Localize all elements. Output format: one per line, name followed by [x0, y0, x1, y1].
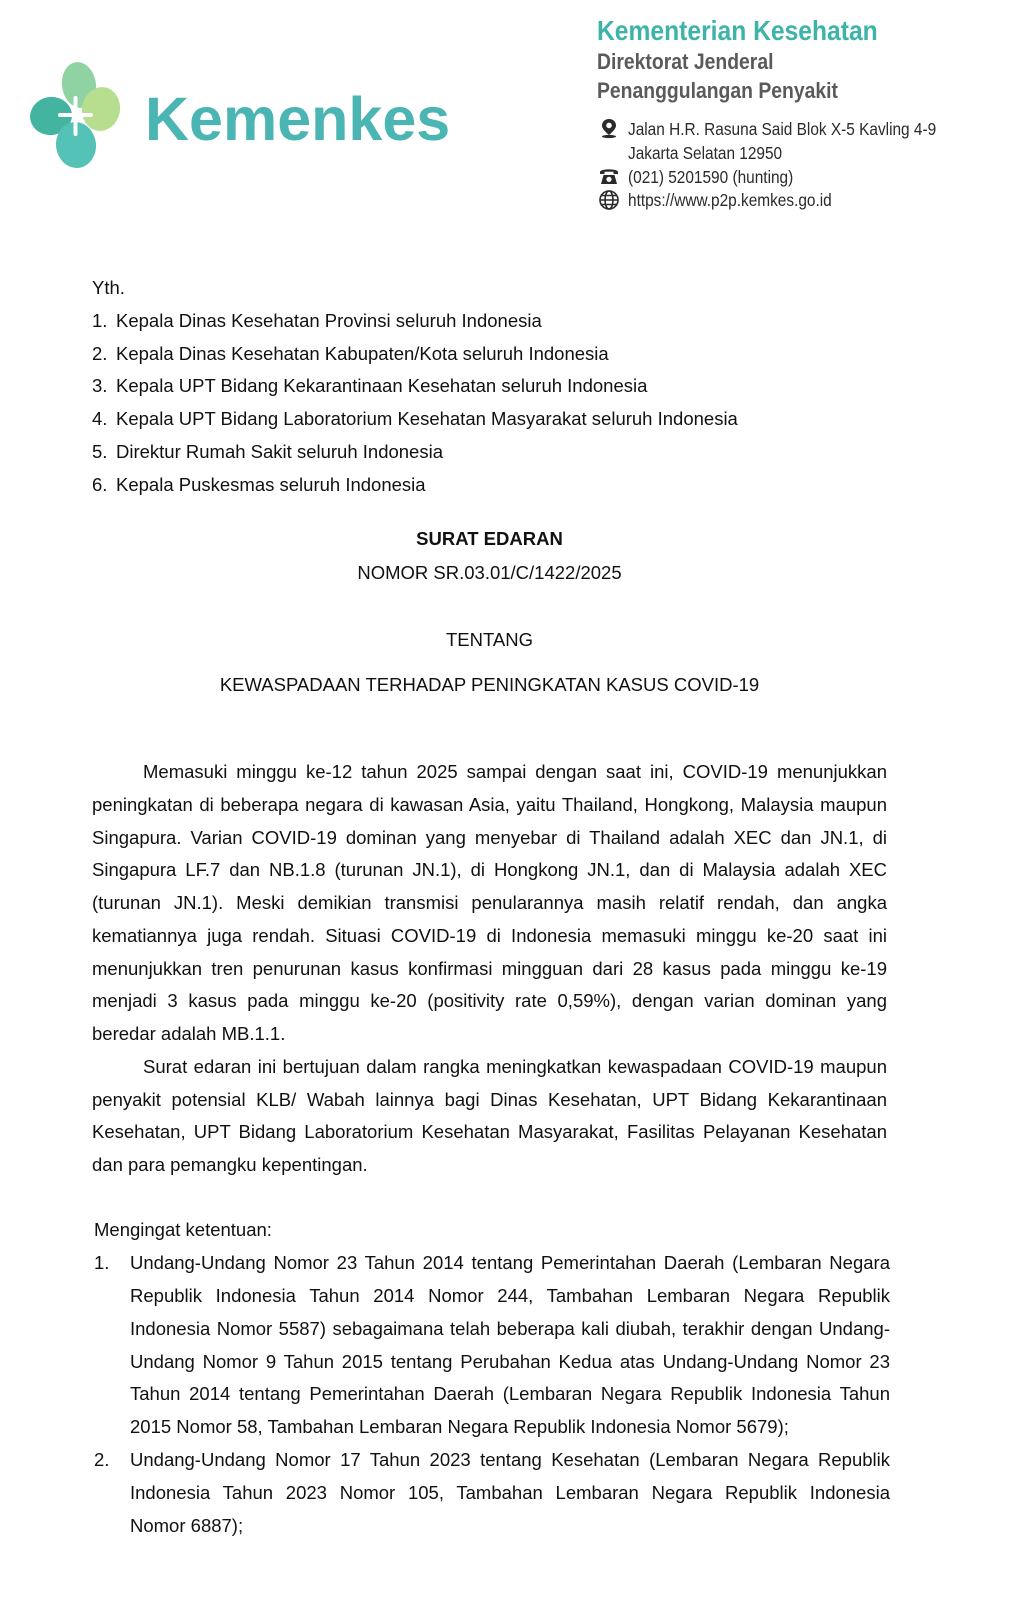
considering-item-line: 2015 Nomor 58, Tambahan Lembaran Negara Republik Indonesia Nomor 5679);	[130, 1416, 789, 1438]
recipient-number: 3.	[92, 375, 108, 397]
considering-item-line: Tahun 2014 tentang Pemerintahan Daerah (Lembaran Negara Republik Indonesia Tahun	[130, 1383, 890, 1405]
recipient-text: Kepala UPT Bidang Laboratorium Kesehatan Masyarakat seluruh Indonesia	[116, 408, 738, 430]
recipient-item	[92, 469, 892, 502]
considering-item-line: Republik Indonesia Tahun 2014 Nomor 244, Tambahan Lembaran Negara Republik	[130, 1284, 890, 1306]
salutation: Yth.	[92, 277, 125, 298]
paragraph-line: penyakit potensial KLB/ Wabah lainnya bagi Dinas Kesehatan, UPT Bidang Kekarantinaan	[92, 1088, 887, 1110]
kemenkes-logo-icon	[0, 0, 135, 180]
paragraph-line: (turunan JN.1). Meski demikian transmisi penularannya masih relatif rendah, dan angka	[92, 892, 887, 913]
considering-item-text	[130, 1247, 890, 1444]
letter-body	[92, 756, 887, 1182]
recipient-text: Kepala Puskesmas seluruh Indonesia	[116, 473, 426, 495]
address-line-2	[628, 141, 803, 165]
phone-number	[628, 165, 816, 189]
paragraph-line: dan para pemangku kepentingan.	[92, 1154, 368, 1175]
recipient-item	[92, 338, 892, 371]
considering-section	[92, 1214, 892, 1543]
recipient-number: 5.	[92, 440, 108, 462]
recipient-text: Kepala Dinas Kesehatan Kabupaten/Kota seluruh Indonesia	[116, 342, 609, 364]
recipient-number: 4.	[92, 408, 108, 430]
document-subject: KEWASPADAAN TERHADAP PENINGKATAN KASUS COVID-19	[219, 674, 760, 695]
recipient-number: 6.	[92, 473, 108, 495]
globe-icon	[598, 189, 620, 211]
logo-wordmark: Kemenkes	[145, 85, 451, 153]
considering-item	[92, 1444, 892, 1543]
recipient-item	[92, 403, 892, 436]
paragraph-line: Surat edaran ini bertujuan dalam rangka meningkatkan kewaspadaan COVID-19 maupun	[143, 1055, 887, 1077]
recipient-item	[92, 370, 892, 403]
recipient-item	[92, 305, 892, 338]
recipient-text: Kepala UPT Bidang Kekarantinaan Kesehatan seluruh Indonesia	[116, 375, 648, 397]
directorate-line-2	[597, 77, 871, 105]
map-pin-icon	[598, 117, 620, 139]
address-line-1	[628, 117, 978, 141]
phone-icon	[598, 165, 620, 187]
directorate-line-1	[597, 48, 798, 76]
directorate-line-1-text: Direktorat Jenderal	[597, 49, 774, 74]
document-type-title: SURAT EDARAN	[416, 528, 563, 549]
recipient-text: Direktur Rumah Sakit seluruh Indonesia	[116, 440, 443, 462]
considering-item-number: 2.	[94, 1449, 110, 1471]
paragraph-line: menjadi 3 kasus pada minggu ke-20 (positivity rate 0,59%), dengan varian dominan yang	[92, 990, 887, 1012]
considering-item-line: Undang-Undang Nomor 23 Tahun 2014 tentang Pemerintahan Daerah (Lembaran Negara	[130, 1251, 890, 1273]
addressee-block	[92, 272, 892, 502]
recipient-item	[92, 436, 892, 469]
considering-item	[92, 1247, 892, 1444]
body-paragraph	[92, 1051, 887, 1182]
recipient-number: 2.	[92, 342, 108, 364]
considering-item-number: 1.	[94, 1251, 110, 1273]
website-url-text[interactable]: https://www.p2p.kemkes.go.id	[628, 190, 832, 210]
considering-heading: Mengingat ketentuan:	[94, 1219, 272, 1240]
paragraph-line: Kesehatan, UPT Bidang Laboratorium Kesehatan Masyarakat, Fasilitas Pelayanan Kesehatan	[92, 1121, 887, 1143]
considering-list	[92, 1247, 892, 1543]
address-line-2-text: Jakarta Selatan 12950	[628, 143, 783, 163]
considering-item-text	[130, 1444, 890, 1543]
directorate-line-2-text: Penanggulangan Penyakit	[597, 78, 838, 103]
considering-item-line: Indonesia Nomor 5587) sebagaimana telah beberapa kali diubah, terakhir dengan Undang-	[130, 1317, 890, 1339]
address-line-1-text: Jalan H.R. Rasuna Said Blok X-5 Kavling 4-9	[628, 119, 937, 139]
ministry-name	[597, 14, 916, 48]
paragraph-line: menunjukkan tren penurunan kasus konfirmasi mingguan dari 28 kasus pada minggu ke-19	[92, 957, 887, 979]
body-paragraph	[92, 756, 887, 1051]
paragraph-line: Singapura. Varian COVID-19 dominan yang menyebar di Thailand adalah XEC dan JN.1, di	[92, 826, 887, 848]
phone-number-text: (021) 5201590 (hunting)	[628, 167, 794, 187]
website-url[interactable]	[628, 188, 860, 212]
considering-item-line: Undang Nomor 9 Tahun 2015 tentang Perubahan Kedua atas Undang-Undang Nomor 23	[130, 1350, 890, 1372]
considering-item-line: Nomor 6887);	[130, 1515, 244, 1537]
paragraph-line: peningkatan di beberapa negara di kawasan Asia, yaitu Thailand, Hongkong, Malaysia maupun	[92, 793, 887, 815]
paragraph-line: Singapura LF.7 dan NB.1.8 (turunan JN.1), di Hongkong JN.1, dan di Malaysia adalah XEC	[92, 859, 887, 881]
ministry-name-text: Kementerian Kesehatan	[597, 15, 878, 46]
recipient-list	[92, 305, 892, 502]
paragraph-line: Memasuki minggu ke-12 tahun 2025 sampai dengan saat ini, COVID-19 menunjukkan	[143, 761, 887, 782]
recipient-text: Kepala Dinas Kesehatan Provinsi seluruh Indonesia	[116, 309, 542, 331]
considering-item-line: Indonesia Tahun 2023 Nomor 105, Tambahan Lembaran Negara Republik Indonesia	[130, 1482, 890, 1504]
paragraph-line: beredar adalah MB.1.1.	[92, 1023, 286, 1044]
document-number: NOMOR SR.03.01/C/1422/2025	[357, 562, 622, 583]
paragraph-line: kematiannya juga rendah. Situasi COVID-19 di Indonesia memasuki minggu ke-20 saat ini	[92, 924, 887, 946]
about-label: TENTANG	[445, 629, 534, 650]
considering-item-line: Undang-Undang Nomor 17 Tahun 2023 tentang Kesehatan (Lembaran Negara Republik	[130, 1449, 890, 1471]
recipient-number: 1.	[92, 309, 108, 331]
